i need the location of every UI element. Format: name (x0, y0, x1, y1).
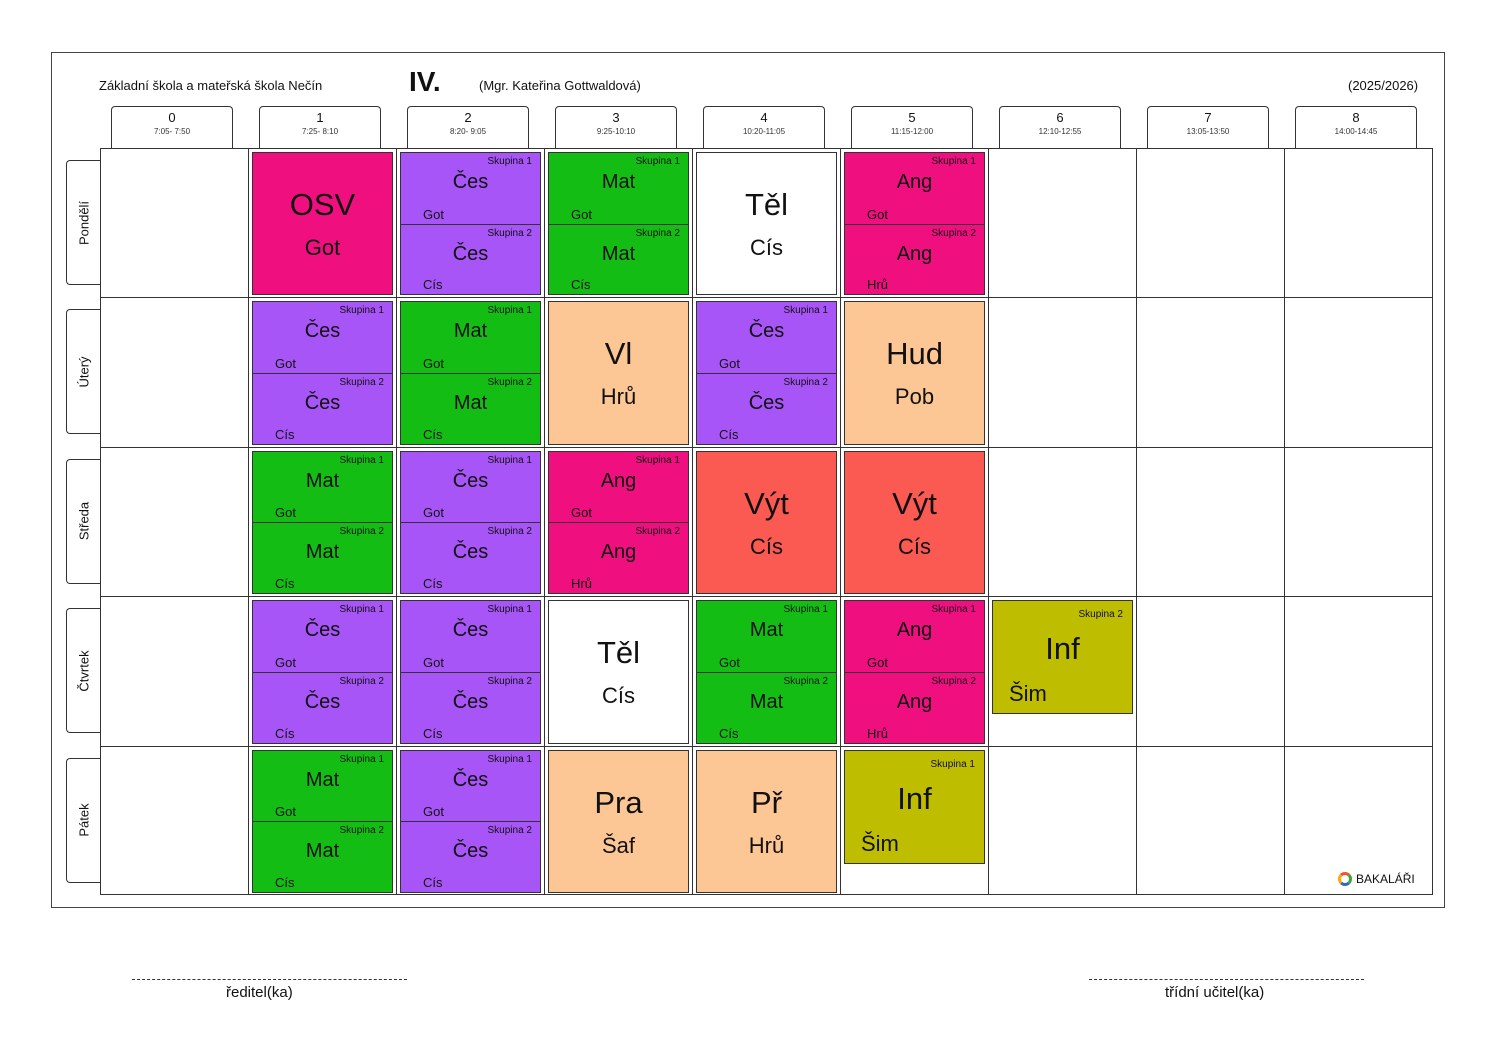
period-number: 1 (316, 110, 324, 125)
lesson-group: Skupina 1 (931, 604, 976, 616)
lesson-teacher: Got (571, 206, 592, 222)
lesson-group-top[interactable] (401, 302, 540, 373)
grid-row-line (100, 746, 1433, 747)
lesson-teacher: Got (571, 505, 592, 521)
lesson-cell[interactable] (548, 600, 689, 743)
lesson-teacher: Cís (275, 874, 295, 890)
lesson-subject: Mat (453, 392, 488, 415)
lesson-cell[interactable] (844, 600, 985, 743)
lesson-teacher: Hrů (748, 832, 785, 858)
period-time: 13:05-13:50 (1186, 127, 1230, 136)
lesson-subject: Těl (596, 635, 641, 671)
lesson-group: Skupina 1 (339, 454, 384, 466)
lesson-group: Skupina 2 (1078, 609, 1123, 621)
lesson-group-bottom[interactable] (253, 522, 392, 593)
lesson-group: Skupina 1 (487, 454, 532, 466)
director-signature-line (132, 979, 407, 980)
lesson-group-top[interactable] (253, 601, 392, 672)
lesson-cell[interactable] (548, 451, 689, 594)
lesson-subject: Mat (305, 469, 340, 492)
director-signature-label: ředitel(ka) (226, 984, 293, 1001)
lesson-group: Skupina 1 (339, 604, 384, 616)
lesson-teacher: Got (275, 356, 296, 372)
lesson-group: Skupina 2 (783, 377, 828, 389)
lesson-group: Skupina 2 (339, 377, 384, 389)
lesson-subject: Čes (304, 320, 341, 343)
lesson-teacher: Hrů (571, 576, 592, 592)
period-number: 3 (612, 110, 620, 125)
grid-column-line (840, 148, 841, 895)
lesson-group-top[interactable] (401, 601, 540, 672)
period-header-2 (407, 106, 529, 148)
lesson-subject: Hud (886, 336, 943, 372)
bakalari-logo-icon (1338, 872, 1352, 886)
period-header-5 (851, 106, 973, 148)
day-name: Pátek (76, 803, 91, 837)
grid-row-line (100, 447, 1433, 448)
period-header-0 (111, 106, 233, 148)
period-header-4 (703, 106, 825, 148)
lesson-group-top[interactable] (549, 153, 688, 224)
lesson-teacher: Cís (898, 533, 931, 559)
lesson-group-bottom[interactable] (253, 672, 392, 743)
lesson-group: Skupina 1 (339, 305, 384, 317)
lesson-teacher: Got (275, 505, 296, 521)
lesson-cell[interactable] (400, 301, 541, 444)
lesson-cell[interactable] (844, 750, 985, 864)
lesson-subject: Čes (452, 840, 489, 863)
lesson-cell[interactable] (844, 451, 985, 594)
lesson-subject: Inf (897, 780, 932, 816)
lesson-teacher: Got (867, 654, 888, 670)
lesson-group: Skupina 2 (487, 377, 532, 389)
lesson-subject: Mat (453, 320, 488, 343)
lesson-cell[interactable] (696, 750, 837, 893)
lesson-group-bottom[interactable] (401, 373, 540, 444)
lesson-group: Skupina 1 (339, 753, 384, 765)
period-number: 0 (168, 110, 176, 125)
day-label-2 (66, 459, 100, 584)
lesson-cell[interactable] (548, 750, 689, 893)
period-number: 5 (908, 110, 916, 125)
lesson-group-top[interactable] (253, 751, 392, 822)
lesson-teacher: Cís (423, 426, 443, 442)
lesson-group-bottom[interactable] (845, 224, 984, 295)
lesson-group-bottom[interactable] (401, 522, 540, 593)
lesson-subject: Př (751, 784, 782, 820)
period-time: 10:20-11:05 (742, 127, 786, 136)
lesson-teacher: Cís (571, 277, 591, 293)
lesson-subject: Pra (594, 784, 643, 820)
lesson-group-top[interactable] (401, 153, 540, 224)
lesson-teacher: Got (423, 804, 444, 820)
lesson-cell[interactable] (696, 301, 837, 444)
grid-row-line (100, 596, 1433, 597)
period-number: 4 (760, 110, 768, 125)
lesson-group-bottom[interactable] (697, 672, 836, 743)
period-number: 2 (464, 110, 472, 125)
lesson-teacher: Šaf (601, 832, 636, 858)
lesson-subject: Mat (601, 171, 636, 193)
grid-column-line (1136, 148, 1137, 895)
lesson-teacher: Cís (275, 725, 295, 741)
lesson-group-bottom[interactable] (401, 672, 540, 743)
lesson-group: Skupina 2 (487, 825, 532, 837)
grid-column-line (692, 148, 693, 895)
lesson-group: Skupina 1 (487, 753, 532, 765)
lesson-subject: Inf (1045, 631, 1080, 667)
lesson-cell[interactable] (844, 301, 985, 444)
day-label-0 (66, 160, 100, 285)
lesson-group-bottom[interactable] (253, 373, 392, 444)
lesson-group: Skupina 1 (930, 758, 975, 770)
grid-column-line (544, 148, 545, 895)
class-teacher-signature-label: třídní učitel(ka) (1165, 984, 1265, 1001)
lesson-subject: Mat (601, 242, 636, 265)
lesson-subject: Čes (748, 392, 785, 415)
lesson-group-top[interactable] (697, 601, 836, 672)
lesson-cell[interactable] (400, 451, 541, 594)
lesson-group-bottom[interactable] (253, 821, 392, 892)
class-name: IV. (409, 66, 441, 97)
lesson-group: Skupina 2 (931, 227, 976, 239)
lesson-group: Skupina 2 (635, 227, 680, 239)
lesson-teacher: Šim (861, 830, 899, 856)
lesson-teacher: Šim (1009, 681, 1047, 707)
lesson-group-top[interactable] (253, 452, 392, 523)
lesson-subject: Mat (749, 619, 784, 642)
period-time: 9:25-10:10 (596, 127, 636, 136)
lesson-subject: Těl (744, 187, 789, 222)
day-name: Úterý (76, 356, 91, 388)
lesson-subject: Čes (452, 690, 489, 713)
grid-column-line (1284, 148, 1285, 895)
lesson-subject: Čes (452, 242, 489, 265)
day-label-1 (66, 309, 100, 434)
lesson-subject: Mat (305, 840, 340, 863)
grid-column-line (248, 148, 249, 895)
lesson-cell[interactable] (548, 301, 689, 444)
lesson-teacher: Hrů (600, 384, 637, 410)
period-time: 12:10-12:55 (1038, 127, 1082, 136)
lesson-group: Skupina 1 (635, 454, 680, 466)
lesson-teacher: Cís (275, 426, 295, 442)
lesson-teacher: Cís (602, 683, 635, 709)
grid-row-line (100, 297, 1433, 298)
lesson-subject: Vl (604, 336, 633, 372)
lesson-cell[interactable] (696, 152, 837, 295)
period-header-6 (999, 106, 1121, 148)
grid-column-line (396, 148, 397, 895)
lesson-cell[interactable] (696, 600, 837, 743)
lesson-subject: Mat (305, 541, 340, 564)
lesson-group: Skupina 2 (783, 675, 828, 687)
class-teacher: (Mgr. Kateřina Gottwaldová) (479, 78, 641, 93)
lesson-subject: Výt (892, 485, 937, 521)
class-teacher-signature-line (1089, 979, 1364, 980)
lesson-teacher: Cís (423, 874, 443, 890)
lesson-group: Skupina 2 (487, 227, 532, 239)
lesson-cell[interactable] (252, 600, 393, 743)
lesson-group: Skupina 2 (339, 675, 384, 687)
period-number: 6 (1056, 110, 1064, 125)
lesson-subject: Ang (600, 541, 637, 564)
lesson-group-top[interactable] (549, 452, 688, 523)
lesson-group-top[interactable] (401, 452, 540, 523)
lesson-subject: Čes (452, 619, 489, 642)
grid-column-line (988, 148, 989, 895)
lesson-group-top[interactable] (401, 751, 540, 822)
school-name: Základní škola a mateřská škola Nečín (99, 78, 323, 93)
day-name: Čtvrtek (76, 650, 91, 692)
bakalari-logo (1338, 872, 1415, 886)
lesson-group: Skupina 1 (487, 156, 532, 167)
lesson-cell[interactable] (252, 152, 393, 295)
lesson-teacher: Got (719, 654, 740, 670)
lesson-teacher: Cís (750, 235, 783, 260)
lesson-subject: Mat (749, 690, 784, 713)
lesson-subject: Čes (304, 392, 341, 415)
lesson-subject: Čes (452, 171, 489, 193)
lesson-teacher: Got (275, 804, 296, 820)
lesson-teacher: Hrů (867, 725, 888, 741)
lesson-group-bottom[interactable] (401, 224, 540, 295)
lesson-group-bottom[interactable] (845, 672, 984, 743)
lesson-group: Skupina 1 (635, 156, 680, 167)
logo-text: BAKALÁŘI (1356, 872, 1415, 886)
lesson-cell[interactable] (844, 152, 985, 295)
lesson-group-bottom[interactable] (549, 522, 688, 593)
lesson-teacher: Cís (423, 277, 443, 293)
lesson-group: Skupina 2 (487, 526, 532, 538)
lesson-group: Skupina 2 (635, 526, 680, 538)
lesson-cell[interactable] (548, 152, 689, 295)
lesson-group-bottom[interactable] (401, 821, 540, 892)
period-header-7 (1147, 106, 1269, 148)
lesson-subject: Čes (452, 541, 489, 564)
lesson-teacher: Got (423, 206, 444, 222)
lesson-group: Skupina 1 (783, 305, 828, 317)
lesson-teacher: Cís (719, 426, 739, 442)
lesson-subject: Ang (600, 469, 637, 492)
lesson-teacher: Got (867, 206, 888, 222)
period-header-8 (1295, 106, 1417, 148)
lesson-group-top[interactable] (845, 601, 984, 672)
day-name: Pondělí (76, 200, 91, 245)
lesson-group-top[interactable] (253, 302, 392, 373)
lesson-teacher: Hrů (867, 277, 888, 293)
lesson-teacher: Got (304, 235, 341, 260)
lesson-cell[interactable] (400, 152, 541, 295)
day-label-3 (66, 608, 100, 733)
day-name: Středa (76, 502, 91, 541)
lesson-subject: Ang (896, 690, 933, 713)
lesson-teacher: Cís (275, 576, 295, 592)
lesson-group-bottom[interactable] (697, 373, 836, 444)
lesson-subject: Ang (896, 619, 933, 642)
period-time: 11:15-12:00 (890, 127, 934, 136)
lesson-teacher: Cís (719, 725, 739, 741)
lesson-cell[interactable] (252, 451, 393, 594)
lesson-teacher: Got (423, 356, 444, 372)
lesson-teacher: Cís (423, 725, 443, 741)
lesson-cell[interactable] (992, 600, 1133, 714)
lesson-cell[interactable] (400, 750, 541, 893)
lesson-group-top[interactable] (845, 153, 984, 224)
lesson-subject: Čes (452, 469, 489, 492)
lesson-group: Skupina 1 (783, 604, 828, 616)
period-time: 8:20- 9:05 (449, 127, 487, 136)
period-number: 7 (1204, 110, 1212, 125)
lesson-teacher: Pob (894, 384, 935, 410)
lesson-group: Skupina 2 (931, 675, 976, 687)
lesson-teacher: Got (719, 356, 740, 372)
lesson-subject: Čes (304, 690, 341, 713)
lesson-cell[interactable] (400, 600, 541, 743)
period-header-3 (555, 106, 677, 148)
school-year: (2025/2026) (1348, 78, 1419, 93)
day-label-4 (66, 758, 100, 883)
period-header-1 (259, 106, 381, 148)
lesson-teacher: Got (423, 654, 444, 670)
lesson-cell[interactable] (252, 750, 393, 893)
lesson-group: Skupina 2 (339, 825, 384, 837)
period-time: 14:00-14:45 (1334, 127, 1378, 136)
period-time: 7:25- 8:10 (301, 127, 339, 136)
lesson-subject: Čes (304, 619, 341, 642)
lesson-group: Skupina 2 (339, 526, 384, 538)
lesson-group: Skupina 1 (487, 604, 532, 616)
lesson-subject: Ang (896, 171, 933, 193)
lesson-group: Skupina 1 (487, 305, 532, 317)
lesson-subject: Čes (452, 768, 489, 791)
period-number: 8 (1352, 110, 1360, 125)
lesson-cell[interactable] (696, 451, 837, 594)
lesson-cell[interactable] (252, 301, 393, 444)
lesson-teacher: Cís (423, 576, 443, 592)
lesson-group-top[interactable] (697, 302, 836, 373)
lesson-subject: Ang (896, 242, 933, 265)
lesson-subject: OSV (289, 187, 356, 222)
lesson-subject: Výt (744, 485, 789, 521)
lesson-teacher: Got (423, 505, 444, 521)
lesson-subject: Mat (305, 768, 340, 791)
period-time: 7:05- 7:50 (153, 127, 191, 136)
lesson-subject: Čes (748, 320, 785, 343)
lesson-group: Skupina 1 (931, 156, 976, 167)
lesson-group: Skupina 2 (487, 675, 532, 687)
lesson-teacher: Got (275, 654, 296, 670)
lesson-group-bottom[interactable] (549, 224, 688, 295)
lesson-teacher: Cís (750, 533, 783, 559)
